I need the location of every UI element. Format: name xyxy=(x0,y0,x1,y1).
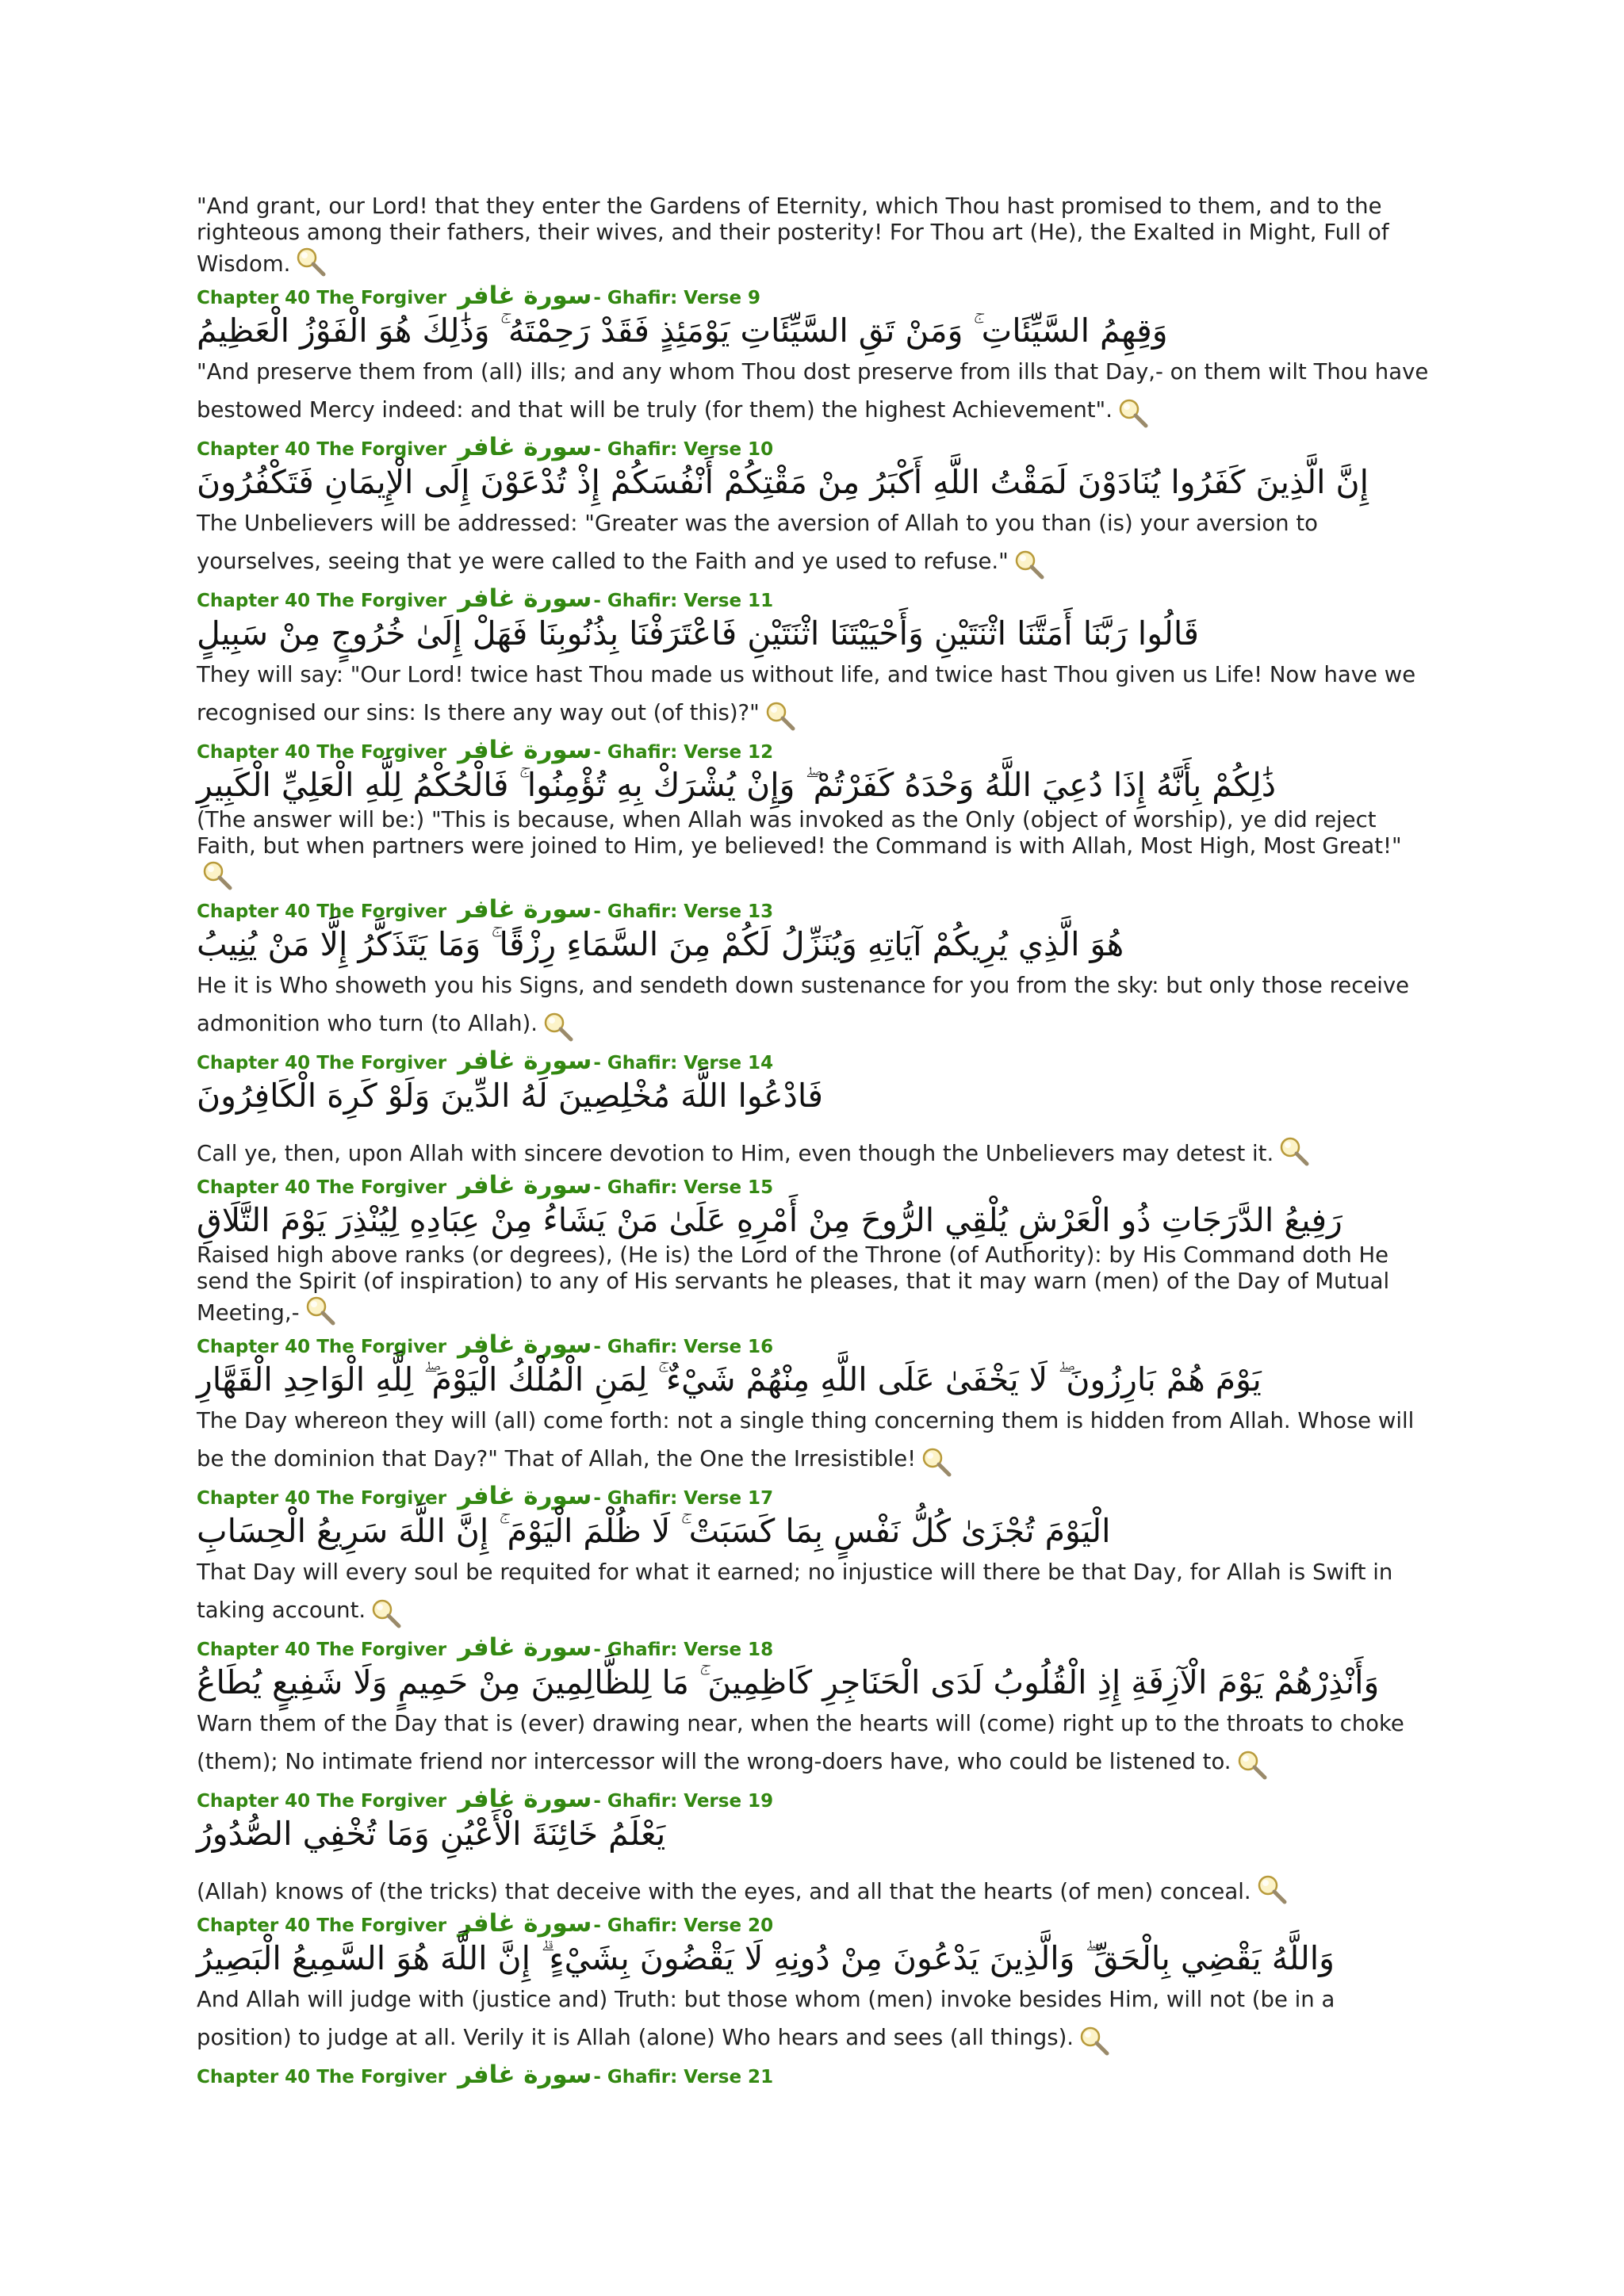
arabic-verse: يَعْلَمُ خَائِنَةَ الْأَعْيُنِ وَمَا تُخْفِي الصُّدُورُ xyxy=(197,1815,666,1853)
verse-translation: "And preserve them from (all) ills; and any whom Thou dost preserve from ills that Day,- on them wilt Thou have bestowed Mercy indeed: and that will be truly (for them) the highest Achievement". xyxy=(197,353,1434,429)
arabic-verse: يَوْمَ هُمْ بَارِزُونَ ۖ لَا يَخْفَىٰ عَلَى اللَّهِ مِنْهُمْ شَيْءٌ ۚ لِمَنِ الْمُلْكُ الْيَوْمَ ۖ لِلَّهِ الْوَاحِدِ الْقَهَّارِ xyxy=(197,1360,1262,1399)
verse-header[interactable]: Chapter 40 The Forgiver سورة غافر- Ghafir: Verse 12 xyxy=(197,736,774,764)
verse-header[interactable]: Chapter 40 The Forgiver سورة غافر- Ghafir: Verse 9 xyxy=(197,281,761,310)
verse-translation: Raised high above ranks (or degrees), (He is) the Lord of the Throne (of Authority): by His Command doth He send the Spirit (of inspiration) to any of His servants he pleases, that it may warn (men) of the Day of Mutual Meeting,- xyxy=(197,1242,1390,1326)
verse-translation: The Unbelievers will be addressed: "Greater was the aversion of Allah to you than (is) your aversion to yourselves, seeing that ye were called to the Faith and ye used to refuse." xyxy=(197,504,1434,580)
verse-translation: And Allah will judge with (justice and) Truth: but those whom (men) invoke besides Him, will not (be in a position) to judge at all. Verily it is Allah (alone) Who hears and sees (all things). xyxy=(197,1980,1434,2057)
arabic-verse: ذَٰلِكُمْ بِأَنَّهُ إِذَا دُعِيَ اللَّهُ وَحْدَهُ كَفَرْتُمْ ۖ وَإِنْ يُشْرَكْ بِهِ تُؤْمِنُوا ۚ فَالْحُكْمُ لِلَّهِ الْعَلِيِّ الْكَبِيرِ xyxy=(197,766,1276,804)
verse-header[interactable]: Chapter 40 The Forgiver سورة غافر- Ghafir: Verse 20 xyxy=(197,1909,774,1938)
verse-translation: (The answer will be:) "This is because, when Allah was invoked as the Only (object of worship), ye did reject Faith, but when partners were joined to Him, ye believed! the Command is with Allah, Most High, Most Great!" xyxy=(197,807,1434,891)
verse-header[interactable]: Chapter 40 The Forgiver سورة غافر- Ghafir: Verse 17 xyxy=(197,1482,774,1510)
magnifier-icon[interactable] xyxy=(370,1598,402,1629)
magnifier-icon[interactable] xyxy=(1078,2025,1110,2057)
verse-header[interactable]: Chapter 40 The Forgiver سورة غافر- Ghafir: Verse 19 xyxy=(197,1785,774,1813)
verse-header[interactable]: Chapter 40 The Forgiver سورة غافر- Ghafir: Verse 21 xyxy=(197,2061,774,2089)
verse-header[interactable]: Chapter 40 The Forgiver سورة غافر- Ghafir: Verse 14 xyxy=(197,1047,774,1075)
verse-translation: (Allah) knows of (the tricks) that deceive with the eyes, and all that the hearts (of men) conceal. xyxy=(197,1873,1434,1905)
magnifier-icon[interactable] xyxy=(921,1446,952,1478)
verse-translation: The Day whereon they will (all) come forth: not a single thing concerning them is hidden from Allah. Whose will be the dominion that Day?" That of Allah, the One the Irresistible! xyxy=(197,1402,1434,1478)
verse-header[interactable]: Chapter 40 The Forgiver سورة غافر- Ghafir: Verse 15 xyxy=(197,1171,774,1200)
magnifier-icon[interactable] xyxy=(1256,1873,1288,1905)
arabic-verse: وَأَنْذِرْهُمْ يَوْمَ الْآزِفَةِ إِذِ الْقُلُوبُ لَدَى الْحَنَاجِرِ كَاظِمِينَ ۚ مَا لِلظَّالِمِينَ مِنْ حَمِيمٍ وَلَا شَفِيعٍ يُطَاعُ xyxy=(197,1663,1380,1701)
verse-translation: That Day will every soul be requited for what it earned; no injustice will there be that Day, for Allah is Swift in taking account. xyxy=(197,1553,1434,1629)
verse-translation: Call ye, then, upon Allah with sincere devotion to Him, even though the Unbelievers may detest it. xyxy=(197,1135,1434,1167)
arabic-verse: هُوَ الَّذِي يُرِيكُمْ آيَاتِهِ وَيُنَزِّلُ لَكُمْ مِنَ السَّمَاءِ رِزْقًا ۚ وَمَا يَتَذَكَّرُ إِلَّا مَنْ يُنِيبُ xyxy=(197,925,1124,963)
magnifier-icon[interactable] xyxy=(201,859,233,891)
verse-translation: "And grant, our Lord! that they enter the Gardens of Eternity, which Thou hast promised to them, and to the righteous among their fathers, their wives, and their posterity! For Thou art (He), the Exalted in Might, Full of Wisdom. xyxy=(197,193,1389,277)
arabic-verse: الْيَوْمَ تُجْزَىٰ كُلُّ نَفْسٍ بِمَا كَسَبَتْ ۚ لَا ظُلْمَ الْيَوْمَ ۚ إِنَّ اللَّهَ سَرِيعُ الْحِسَابِ xyxy=(197,1512,1111,1550)
magnifier-icon[interactable] xyxy=(295,246,327,277)
arabic-verse: فَادْعُوا اللَّهَ مُخْلِصِينَ لَهُ الدِّينَ وَلَوْ كَرِهَ الْكَافِرُونَ xyxy=(197,1077,823,1115)
magnifier-icon[interactable] xyxy=(1278,1135,1310,1167)
magnifier-icon[interactable] xyxy=(1117,397,1149,429)
verse-list xyxy=(197,193,1434,2089)
verse-translation: He it is Who showeth you his Signs, and sendeth down sustenance for you from the sky: but only those receive admonition who turn (to Allah). xyxy=(197,966,1434,1043)
magnifier-icon[interactable] xyxy=(764,700,796,732)
verse-header[interactable]: Chapter 40 The Forgiver سورة غافر- Ghafir: Verse 13 xyxy=(197,895,774,924)
magnifier-icon[interactable] xyxy=(1013,549,1045,580)
arabic-verse: رَفِيعُ الدَّرَجَاتِ ذُو الْعَرْشِ يُلْقِي الرُّوحَ مِنْ أَمْرِهِ عَلَىٰ مَنْ يَشَاءُ مِنْ عِبَادِهِ لِيُنْذِرَ يَوْمَ التَّلَاقِ xyxy=(197,1201,1342,1239)
magnifier-icon[interactable] xyxy=(304,1295,336,1326)
verse-header[interactable]: Chapter 40 The Forgiver سورة غافر- Ghafir: Verse 11 xyxy=(197,584,774,613)
arabic-verse: إِنَّ الَّذِينَ كَفَرُوا يُنَادَوْنَ لَمَقْتُ اللَّهِ أَكْبَرُ مِنْ مَقْتِكُمْ أَنْفُسَكُمْ إِذْ تُدْعَوْنَ إِلَى الْإِيمَانِ فَتَكْفُرُونَ xyxy=(197,463,1369,501)
verse-header[interactable]: Chapter 40 The Forgiver سورة غافر- Ghafir: Verse 16 xyxy=(197,1330,774,1359)
verse-translation: They will say: "Our Lord! twice hast Thou made us without life, and twice hast Thou given us Life! Now have we recognised our sins: Is there any way out (of this)?" xyxy=(197,656,1434,732)
magnifier-icon[interactable] xyxy=(1236,1749,1268,1781)
arabic-verse: وَقِهِمُ السَّيِّئَاتِ ۚ وَمَنْ تَقِ السَّيِّئَاتِ يَوْمَئِذٍ فَقَدْ رَحِمْتَهُ ۚ وَذَٰلِكَ هُوَ الْفَوْزُ الْعَظِيمُ xyxy=(197,312,1168,350)
arabic-verse: قَالُوا رَبَّنَا أَمَتَّنَا اثْنَتَيْنِ وَأَحْيَيْتَنَا اثْنَتَيْنِ فَاعْتَرَفْنَا بِذُنُوبِنَا فَهَلْ إِلَىٰ خُرُوجٍ مِنْ سَبِيلٍ xyxy=(197,614,1199,652)
verse-header[interactable]: Chapter 40 The Forgiver سورة غافر- Ghafir: Verse 18 xyxy=(197,1633,774,1662)
verse-header[interactable]: Chapter 40 The Forgiver سورة غافر- Ghafir: Verse 10 xyxy=(197,433,774,461)
arabic-verse: وَاللَّهُ يَقْضِي بِالْحَقِّ ۖ وَالَّذِينَ يَدْعُونَ مِنْ دُونِهِ لَا يَقْضُونَ بِشَيْءٍ ۗ إِنَّ اللَّهَ هُوَ السَّمِيعُ الْبَصِيرُ xyxy=(197,1939,1335,1977)
verse-translation: Warn them of the Day that is (ever) drawing near, when the hearts will (come) right up to the throats to choke (them); No intimate friend nor intercessor will the wrong-doers have, who could be listened to. xyxy=(197,1705,1434,1781)
magnifier-icon[interactable] xyxy=(542,1011,574,1043)
